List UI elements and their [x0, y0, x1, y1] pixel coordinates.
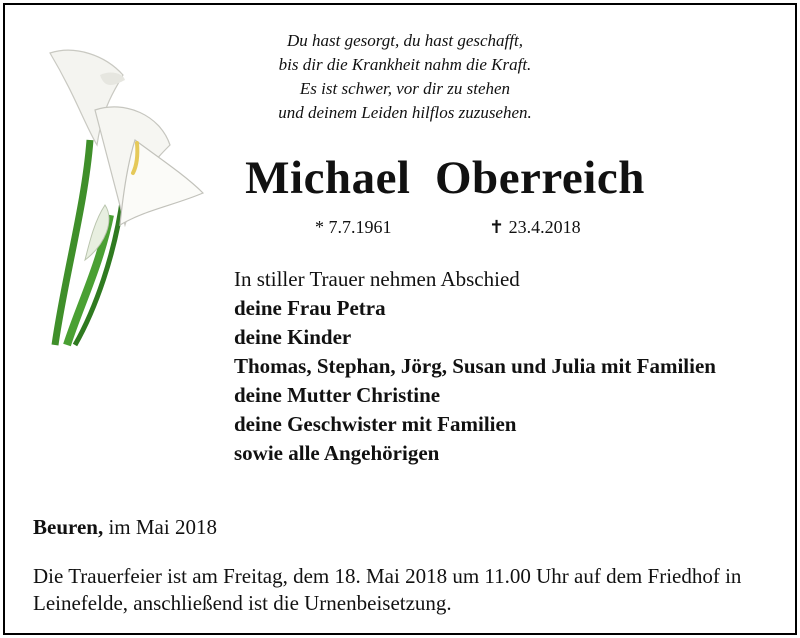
place-town: Beuren,	[33, 515, 104, 539]
mourner-line: sowie alle Angehörigen	[234, 441, 440, 465]
mourners-list	[234, 265, 734, 468]
death-date: ✝ 23.4.2018	[489, 217, 581, 237]
poem-line: Es ist schwer, vor dir zu stehen	[299, 79, 511, 98]
obituary-card	[3, 3, 797, 635]
poem	[205, 29, 605, 125]
place-and-date	[33, 515, 217, 540]
place-date: im Mai 2018	[108, 515, 217, 539]
mourner-line: deine Mutter Christine	[234, 383, 441, 407]
deceased-name: Michael Oberreich	[245, 152, 645, 204]
poem-line: bis dir die Krankheit nahm die Kraft.	[278, 55, 532, 74]
ceremony-notice: Die Trauerfeier ist am Freitag, dem 18. Mai 2018 um 11.00 Uhr auf dem Friedhof in Leinefelde, anschließend ist die Urnenbeisetzung.	[33, 564, 742, 615]
mourner-line: Thomas, Stephan, Jörg, Susan und Julia mit Familien	[234, 354, 716, 378]
mourner-line: deine Kinder	[234, 325, 352, 349]
poem-line: Du hast gesorgt, du hast geschafft,	[287, 31, 523, 50]
birth-date: * 7.7.1961	[315, 217, 392, 237]
poem-line: und deinem Leiden hilflos zuzusehen.	[278, 103, 532, 122]
mourners-intro: In stiller Trauer nehmen Abschied	[234, 267, 520, 291]
mourner-line: deine Frau Petra	[234, 296, 386, 320]
mourner-line: deine Geschwister mit Familien	[234, 412, 517, 436]
